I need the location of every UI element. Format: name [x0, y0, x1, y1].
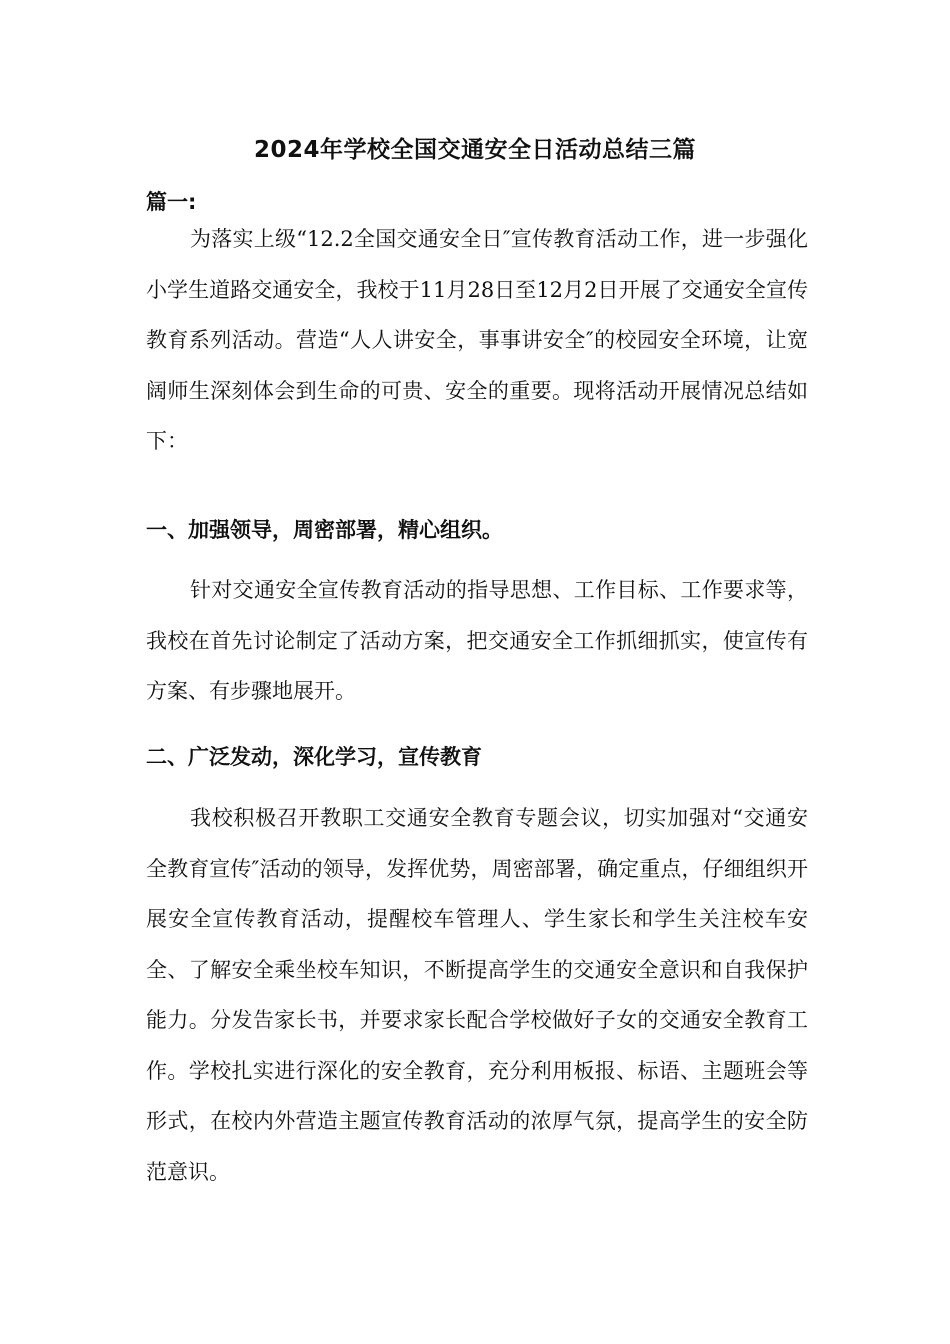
- section-2-heading: 二、广泛发动，深化学习，宣传教育: [146, 745, 482, 769]
- section-1-body: 针对交通安全宣传教育活动的指导思想、工作目标、工作要求等，我校在首先讨论制定了活动方案，把交通安全工作抓细抓实，使宣传有方案、有步骤地展开。: [146, 578, 808, 703]
- part-label: 篇一:: [146, 190, 197, 214]
- section-2-body: 我校积极召开教职工交通安全教育专题会议，切实加强对“交通安全教育宣传″活动的领导，发挥优势，周密部署，确定重点，仔细组织开展安全宣传教育活动，提醒校车管理人、学生家长和学生关注校车安全、了解安全乘坐校车知识，不断提高学生的交通安全意识和自我保护能力。分发告家长书，并要求家长配合学校做好子女的交通安全教育工作。学校扎实进行深化的安全教育，充分利用板报、标语、主题班会等形式，在校内外营造主题宣传教育活动的浓厚气氛，提高学生的安全防范意识。: [146, 806, 808, 1184]
- document-title: 2024年学校全国交通安全日活动总结三篇: [253, 137, 696, 163]
- intro-paragraph: 为落实上级“12.2全国交通安全日″宣传教育活动工作，进一步强化小学生道路交通安全，我校于11月28日至12月2日开展了交通安全宣传教育系列活动。营造“人人讲安全，事事讲安全″的校园安全环境，让宽阔师生深刻体会到生命的可贵、安全的重要。现将活动开展情况总结如下：: [146, 227, 808, 453]
- section-1-heading: 一、加强领导，周密部署，精心组织。: [146, 518, 503, 542]
